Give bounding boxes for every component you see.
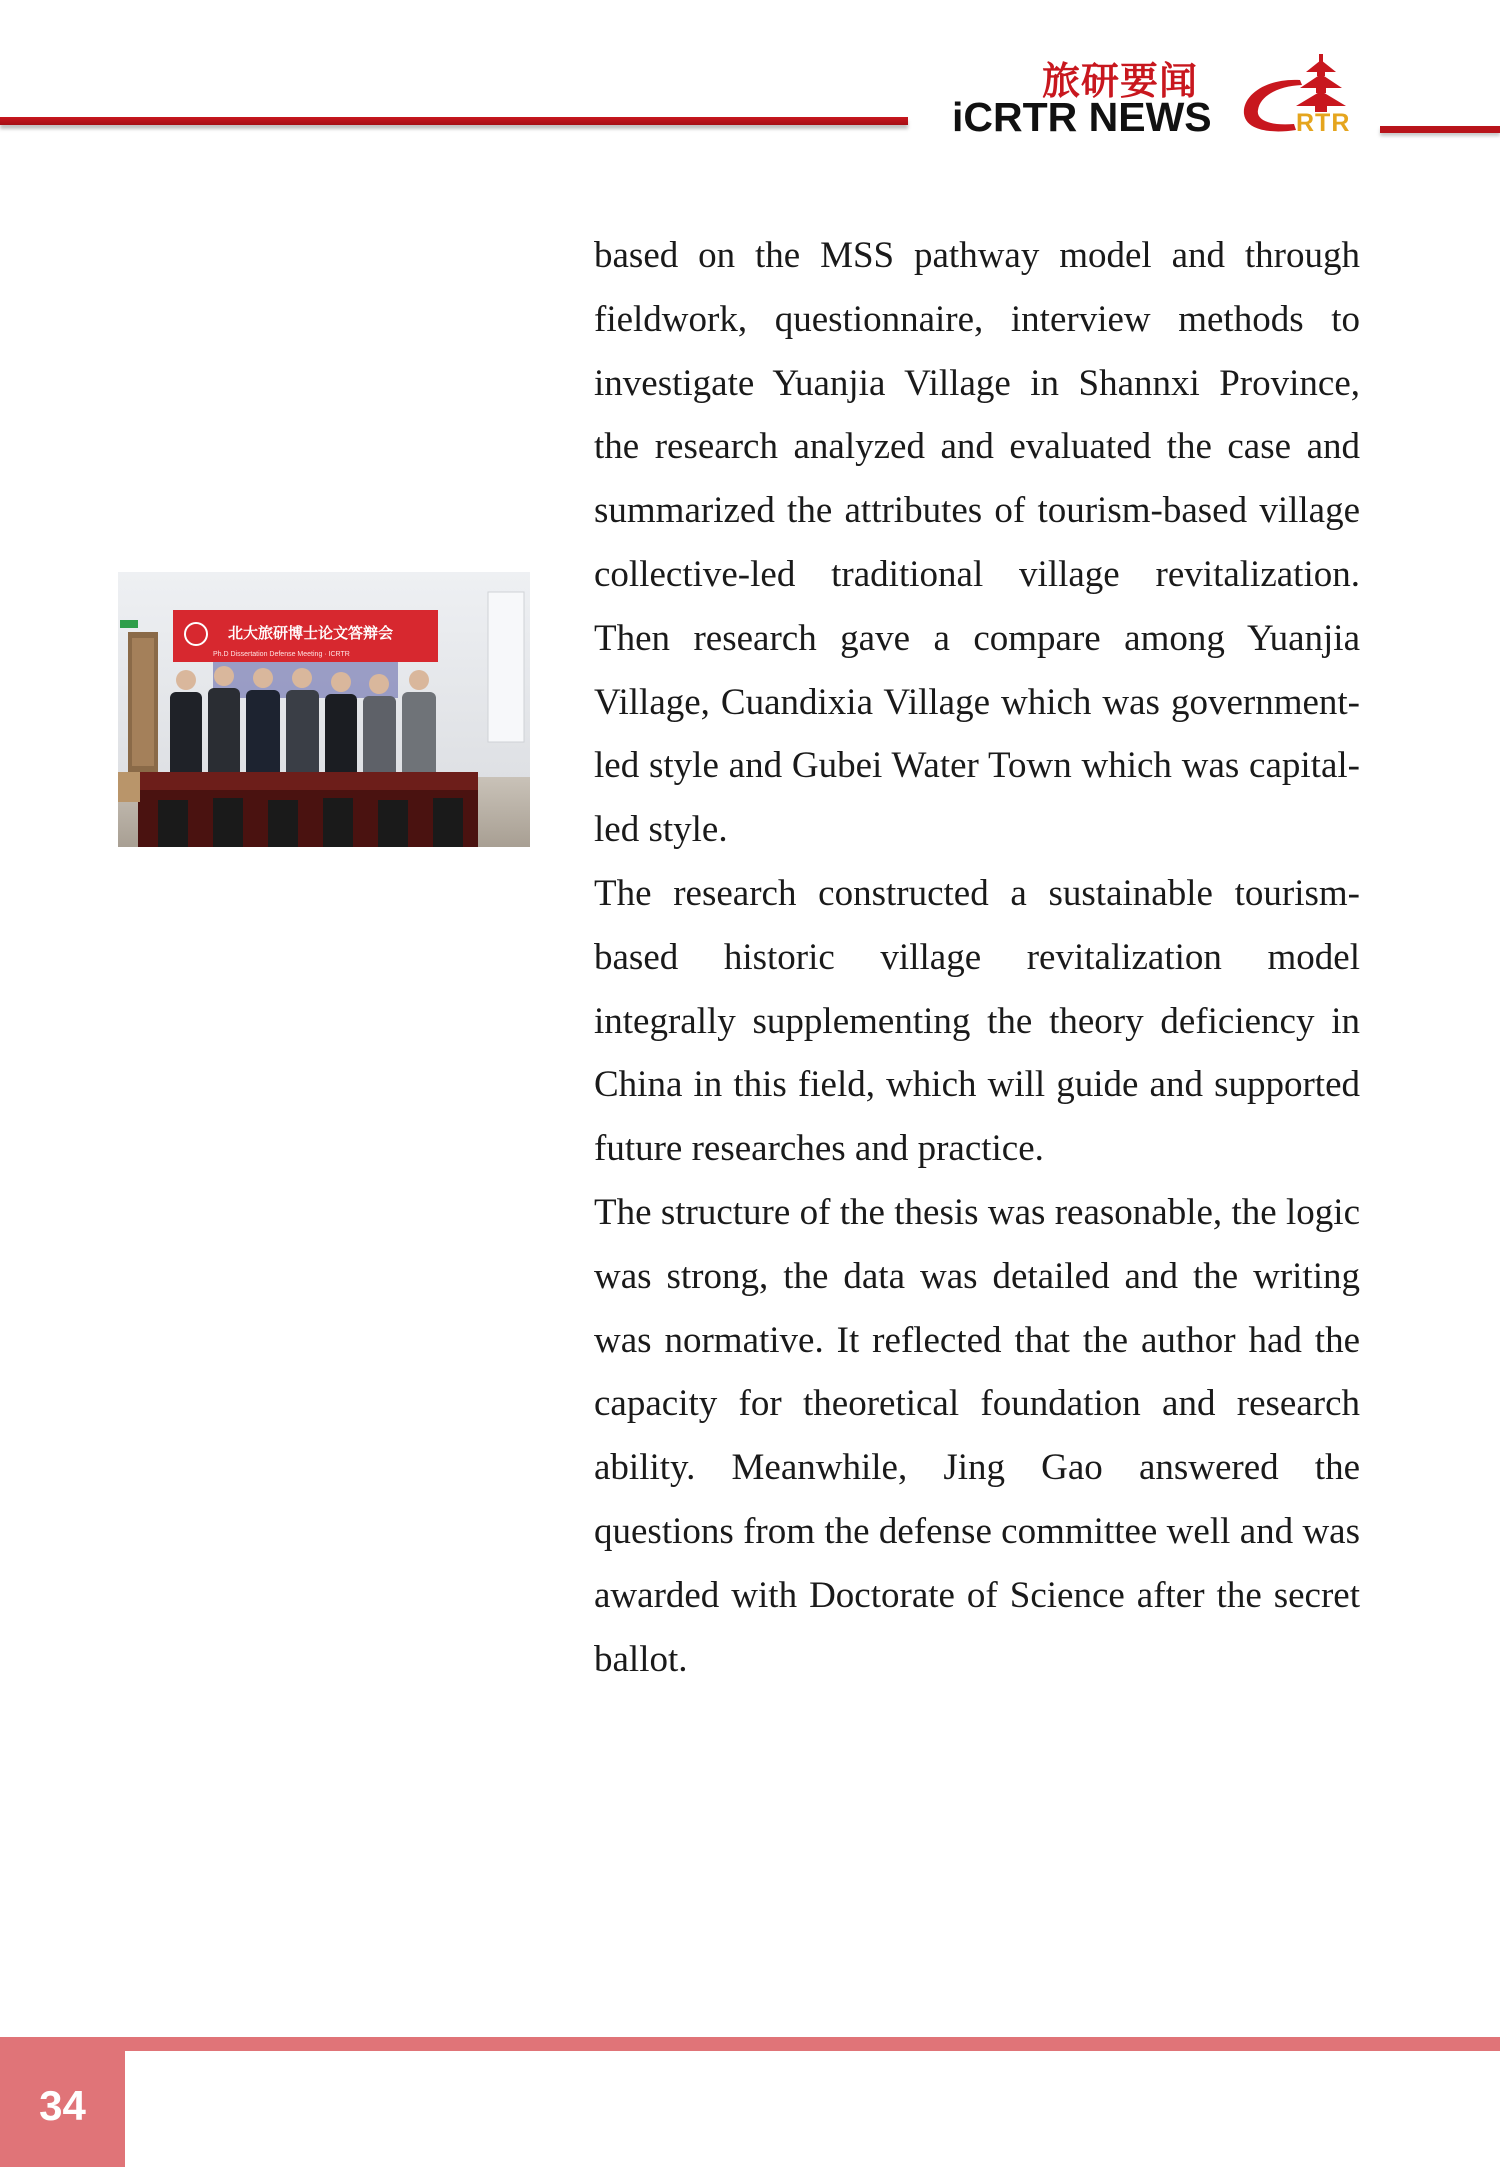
group-photo-illustration [118,572,530,847]
brand-english-title: iCRTR NEWS [952,94,1212,140]
footer-rule [0,2037,1500,2051]
logo-text: RTR [1296,109,1351,137]
header-rule-right [1380,126,1500,133]
brand-chinese-title: 旅研要闻 [1042,58,1199,103]
banner-chinese-text: 北大旅研博士论文答辩会 [228,624,394,642]
article-paragraph-1: based on the MSS pathway model and through fieldwork, questionnaire, interview methods to investigate Yuanjia Village in Shannxi Province, the research analyzed and evaluated the case and summarized the attributes of tourism-based village collective-led traditional village revitalization. Then research gave a compare among Yuanjia Village, Cuandixia Village which was government-led style and Gubei Water Town which was capital-led style. [594,235,1360,851]
article-body [594,224,1360,1691]
page-number: 34 [39,2082,86,2129]
article-paragraph-2: The research constructed a sustainable tourism-based historic village revitalization model integrally supplementing the theory deficiency in China in this field, which will guide and supported future researches and practice. [594,872,1360,1170]
article-paragraph-3: The structure of the thesis was reasonable, the logic was strong, the data was detailed and the writing was normative. It reflected that the author had the capacity for theoretical foundation and research ability. Meanwhile, Jing Gao answered the questions from the defense committee well and was awarded with Doctorate of Science after the secret ballot. [594,1191,1360,1680]
group-photo [118,572,530,847]
header-rule-left [0,117,908,125]
banner-english-text: Ph.D Dissertation Defense Meeting · ICRTR [213,651,350,658]
